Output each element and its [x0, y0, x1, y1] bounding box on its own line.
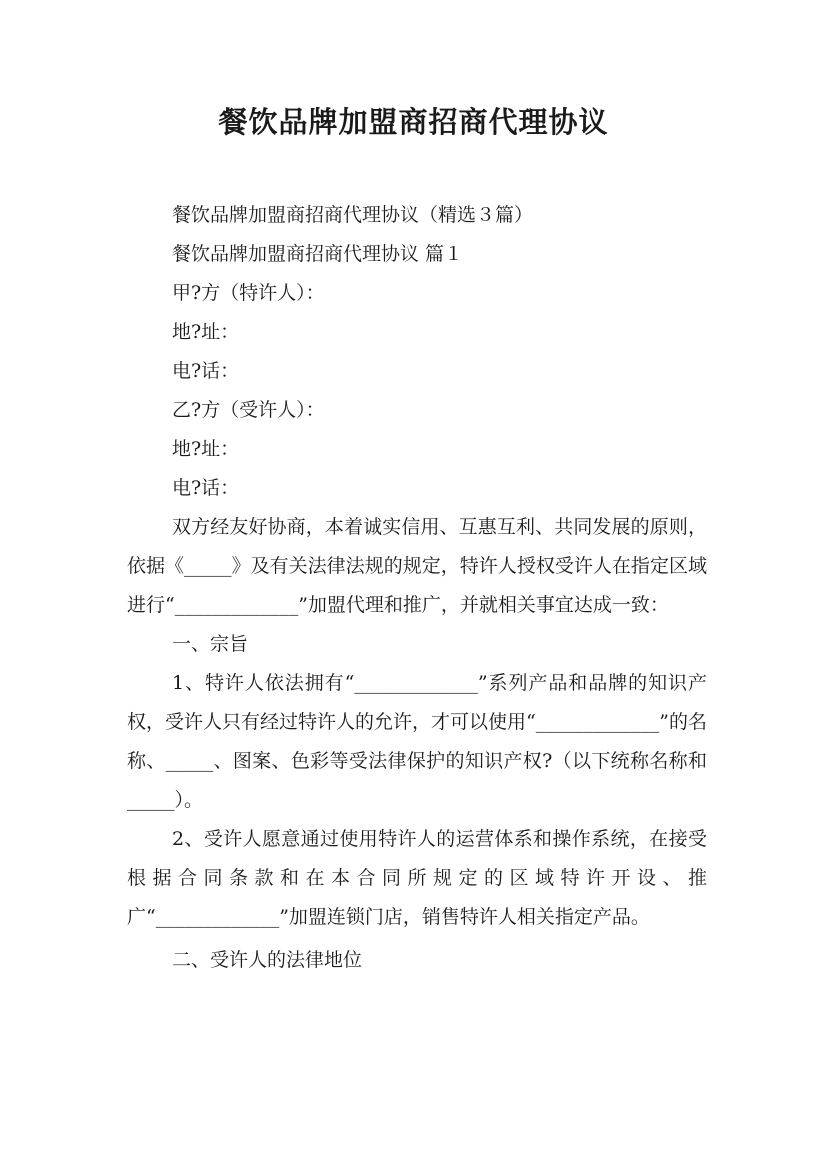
- party-a-phone: 电?话：: [172, 360, 240, 382]
- paragraph-preamble: 双方经友好协商，本着诚实信用、互惠互利、共同发展的原则，依据《_____》及有关法律法规的规定，特许人授权受许人在指定区域进行“_____________”加盟代理和推广，并就相关事宜达成一致：: [127, 516, 707, 616]
- document-title: 餐饮品牌加盟商招商代理协议: [218, 105, 609, 139]
- paragraph-clause-2: 2、受许人愿意通过使用特许人的运营体系和操作系统，在接受根据合同条款和在本合同所规定的区域特许开设、推广“_____________”加盟连锁门店，销售特许人相关指定产品。: [127, 828, 707, 928]
- party-b-phone: 电?话：: [172, 477, 240, 499]
- paragraph-section-heading: 餐饮品牌加盟商招商代理协议 篇１: [172, 243, 464, 265]
- party-a-address: 地?址：: [172, 321, 240, 343]
- party-b-address: 地?址：: [172, 438, 240, 460]
- document-body: [127, 196, 707, 980]
- party-a-label: 甲?方（特许人）：: [172, 282, 325, 304]
- paragraph-subtitle: 餐饮品牌加盟商招商代理协议（精选３篇）: [172, 204, 534, 226]
- heading-purpose: 一、宗旨: [172, 633, 249, 655]
- heading-legal-status: 二、受许人的法律地位: [172, 949, 363, 971]
- party-b-label: 乙?方（受许人）：: [172, 399, 325, 421]
- paragraph-clause-1: 1、特许人依法拥有“_____________”系列产品和品牌的知识产权，受许人只有经过特许人的允许，才可以使用“_____________”的名称、_____、图案、色彩等受法律保护的知识产权?（以下统称名称和_____）。: [127, 672, 707, 811]
